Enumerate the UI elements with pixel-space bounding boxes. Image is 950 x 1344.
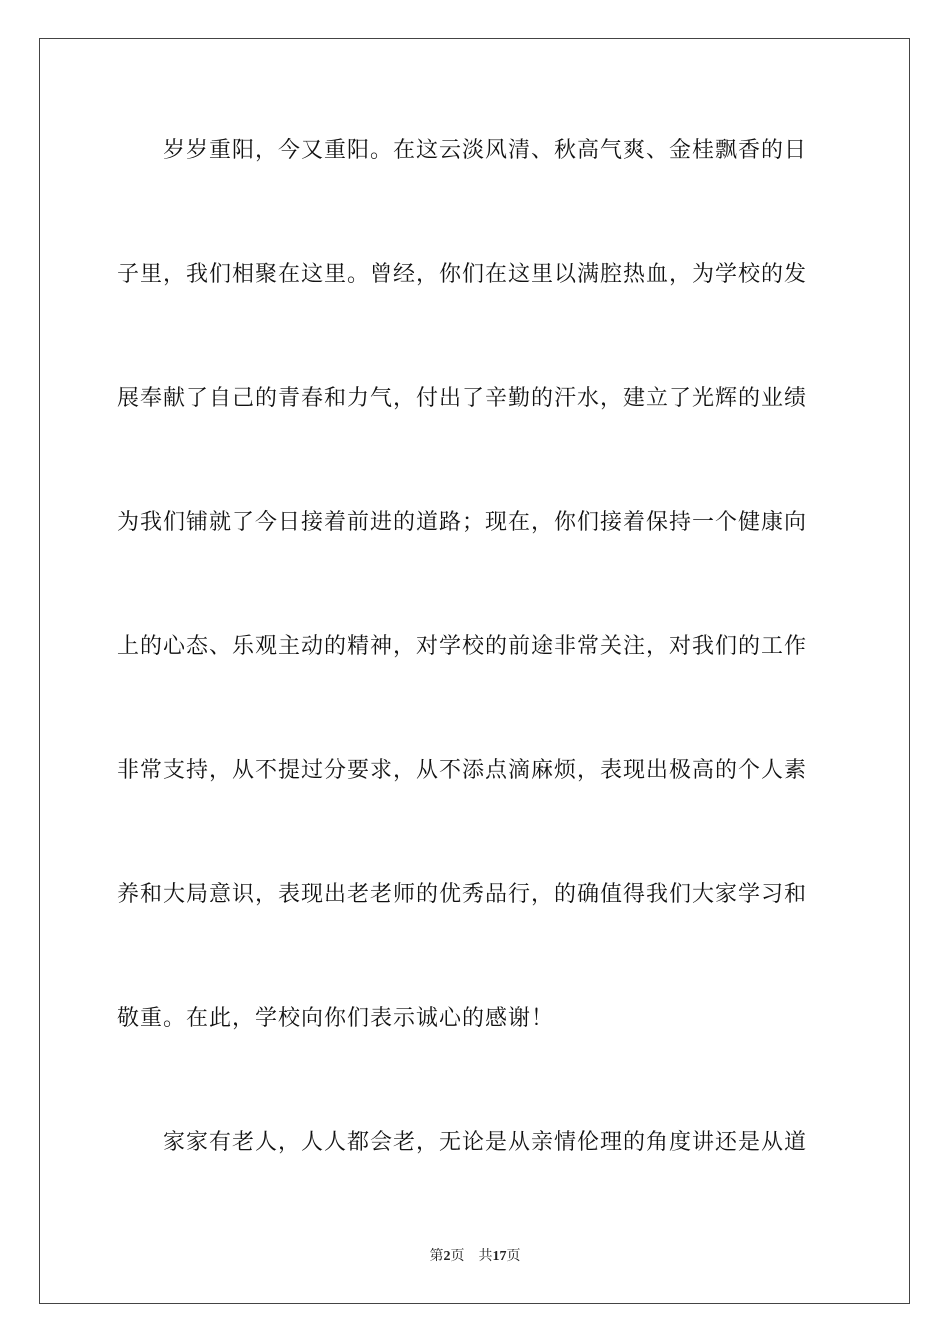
page-footer <box>0 1248 950 1266</box>
paragraph-2-line-1: 家家有老人，人人都会老，无论是从亲情伦理的角度讲还是从道 <box>163 1130 808 1155</box>
total-pages: 17 <box>492 1249 507 1264</box>
paragraph-1-line-6: 非常支持，从不提过分要求，从不添点滴麻烦，表现出极高的个人素 <box>117 758 808 783</box>
total-suffix: 页 <box>506 1249 521 1264</box>
page-prefix: 第 <box>429 1249 444 1264</box>
page-border <box>39 38 910 1304</box>
paragraph-1-line-4: 为我们铺就了今日接着前进的道路；现在，你们接着保持一个健康向 <box>117 510 808 535</box>
paragraph-1-line-8: 敬重。在此，学校向你们表示诚心的感谢！ <box>117 1006 555 1031</box>
page-number: 2 <box>443 1249 451 1264</box>
paragraph-1-line-1: 岁岁重阳，今又重阳。在这云淡风清、秋高气爽、金桂飘香的日 <box>163 138 808 163</box>
paragraph-1-line-2: 子里，我们相聚在这里。曾经，你们在这里以满腔热血，为学校的发 <box>117 262 808 287</box>
paragraph-1-line-3: 展奉献了自己的青春和力气，付出了辛勤的汗水，建立了光辉的业绩 <box>117 386 808 411</box>
total-prefix: 共 <box>478 1249 493 1264</box>
page-suffix: 页 <box>450 1249 465 1264</box>
paragraph-1-line-7: 养和大局意识，表现出老老师的优秀品行，的确值得我们大家学习和 <box>117 882 808 907</box>
paragraph-1-line-5: 上的心态、乐观主动的精神，对学校的前途非常关注，对我们的工作 <box>117 634 808 659</box>
